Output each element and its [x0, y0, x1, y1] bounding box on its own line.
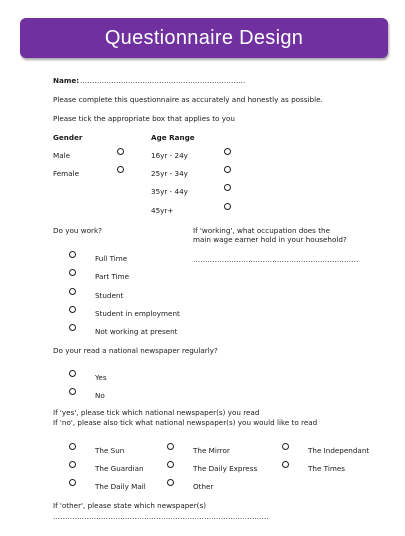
gender-option-male: Male	[53, 151, 71, 160]
paper-daily-express-radio[interactable]	[167, 461, 174, 468]
occupation-question-line1: If 'working', what occupation does the	[193, 226, 330, 235]
age-45plus-radio[interactable]	[224, 203, 231, 210]
title-banner	[20, 18, 388, 58]
page-title: Questionnaire Design	[104, 26, 304, 49]
age-heading: Age Range	[151, 133, 195, 142]
other-newspaper-question: If 'other', please state which newspaper(s)	[53, 501, 207, 510]
newspaper-question: Do your read a national newspaper regularly?	[53, 346, 218, 355]
paper-sun-radio[interactable]	[69, 443, 76, 450]
occupation-field[interactable]: ……………………………………………………………	[193, 255, 359, 264]
paper-daily-mail-radio[interactable]	[69, 479, 76, 486]
paper-option-daily-express: The Daily Express	[193, 464, 258, 473]
newspaper-yes-radio[interactable]	[69, 370, 76, 377]
age-25-34-radio[interactable]	[224, 166, 231, 173]
work-option-not-working: Not working at present	[95, 327, 178, 336]
paper-option-daily-mail: The Daily Mail	[95, 482, 146, 491]
paper-option-independant: The Independant	[308, 446, 370, 455]
newspaper-option-no: No	[95, 391, 105, 400]
age-16-24-radio[interactable]	[224, 148, 231, 155]
work-option-student: Student	[95, 291, 124, 300]
name-label: Name:	[53, 76, 80, 85]
paper-mirror-radio[interactable]	[167, 443, 174, 450]
gender-option-female: Female	[53, 169, 79, 178]
work-not-working-radio[interactable]	[69, 324, 76, 331]
paper-independant-radio[interactable]	[282, 443, 289, 450]
age-option-35-44: 35yr - 44y	[151, 187, 188, 196]
age-option-25-34: 25yr - 34y	[151, 169, 188, 178]
other-newspaper-field[interactable]: ………………………………………………………………………………	[53, 512, 269, 521]
paper-option-guardian: The Guardian	[95, 464, 144, 473]
papers-instruction-yes: If 'yes', please tick which national newspaper(s) you read	[53, 408, 260, 417]
paper-other-radio[interactable]	[167, 479, 174, 486]
work-full-time-radio[interactable]	[69, 251, 76, 258]
gender-female-radio[interactable]	[117, 166, 124, 173]
work-student-radio[interactable]	[69, 288, 76, 295]
work-question: Do you work?	[53, 226, 102, 235]
paper-option-sun: The Sun	[95, 446, 125, 455]
work-part-time-radio[interactable]	[69, 269, 76, 276]
newspaper-no-radio[interactable]	[69, 388, 76, 395]
paper-option-times: The Times	[308, 464, 345, 473]
newspaper-option-yes: Yes	[95, 373, 107, 382]
work-option-part-time: Part Time	[95, 272, 130, 281]
paper-times-radio[interactable]	[282, 461, 289, 468]
gender-male-radio[interactable]	[117, 148, 124, 155]
occupation-question-line2: main wage earner hold in your household?	[193, 235, 347, 244]
name-field[interactable]: ……………………………………………………………	[80, 76, 246, 85]
work-option-full-time: Full Time	[95, 254, 128, 263]
age-option-45plus: 45yr+	[151, 206, 174, 215]
age-option-16-24: 16yr - 24y	[151, 151, 188, 160]
age-35-44-radio[interactable]	[224, 184, 231, 191]
paper-guardian-radio[interactable]	[69, 461, 76, 468]
instruction-text: Please tick the appropriate box that applies to you	[53, 114, 235, 123]
gender-heading: Gender	[53, 133, 83, 142]
paper-option-other: Other	[193, 482, 214, 491]
paper-option-mirror: The Mirror	[193, 446, 230, 455]
work-student-employment-radio[interactable]	[69, 306, 76, 313]
work-option-student-employment: Student in employment	[95, 309, 180, 318]
intro-text: Please complete this questionnaire as accurately and honestly as possible.	[53, 95, 323, 104]
papers-instruction-no: If 'no', please also tick what national newspaper(s) you would like to read	[53, 418, 318, 427]
